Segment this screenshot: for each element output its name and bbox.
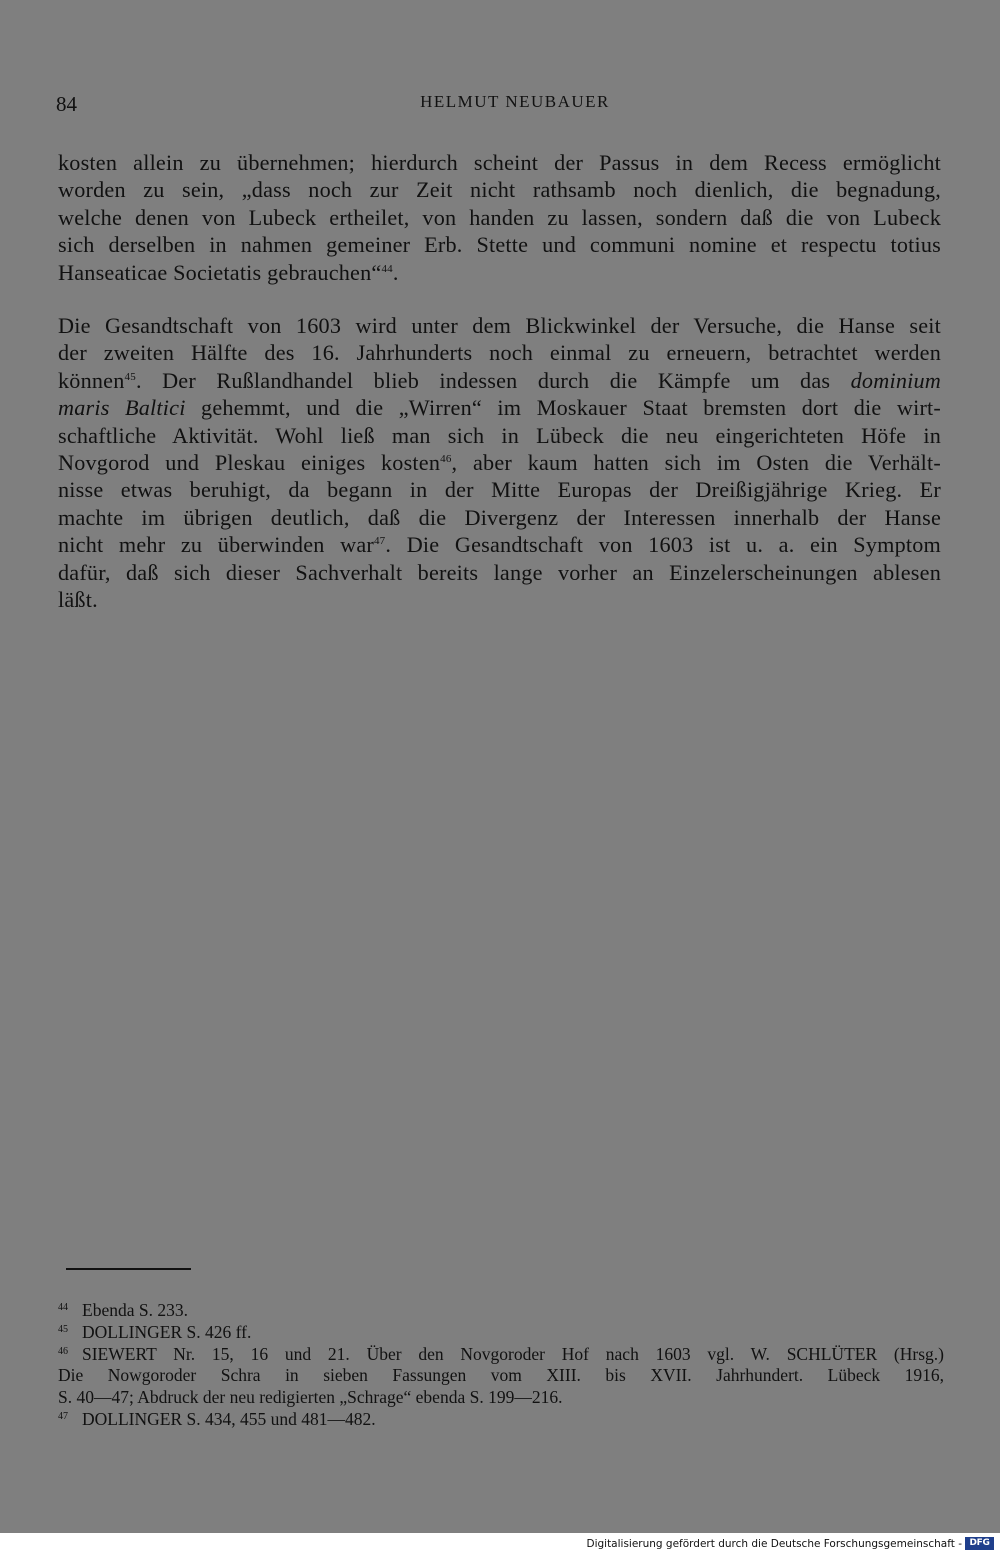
paragraph-1-line: sich derselben in nahmen gemeiner Erb. Stette und communi nomine et respectu totius [58, 232, 941, 258]
paragraph-2-line: Die Gesandtschaft von 1603 wird unter dem Blickwinkel der Versuche, die Hanse seit [58, 313, 941, 338]
footnote-text: Nr. 15, 16 und 21. Über den Novgoroder Hof nach 1603 vgl. W. [156, 1343, 787, 1364]
paragraph-1 [58, 149, 941, 286]
paragraph-1-end: . [392, 259, 399, 285]
paragraph-1-line: kosten allein zu übernehmen; hierdurch scheint der Passus in dem Recess ermöglicht [58, 150, 941, 175]
footnote-text: S. 434, 455 und 481—482. [182, 1408, 376, 1429]
text-segment: nicht mehr zu überwinden war [58, 532, 374, 558]
paragraph-2-line: schaftliche Aktivität. Wohl ließ man sich in Lübeck die neu eingerichteten Höfe in [58, 422, 941, 448]
paragraph-1-last-line [58, 259, 941, 286]
dfg-logo: DFG [965, 1537, 994, 1550]
italic-term: dominium [850, 367, 941, 393]
page-number: 84 [56, 92, 77, 116]
paragraph-2-line [58, 367, 941, 394]
paragraph-2-line [58, 394, 941, 421]
italic-term: maris Baltici [58, 395, 186, 421]
footnote-text: (Hrsg.) [877, 1343, 944, 1364]
footnote-author: DOLLINGER [82, 1408, 183, 1429]
running-head: HELMUT NEUBAUER [420, 92, 610, 111]
text-segment: können [58, 367, 125, 393]
footnote-text: Ebenda S. 233. [82, 1300, 188, 1320]
footnote-author: DOLLINGER [82, 1321, 183, 1342]
footnote-47: 47 DOLLINGER S. 434, 455 und 481—482. [58, 1408, 376, 1429]
footnote-author: SCHLÜTER [786, 1343, 878, 1364]
text-segment: Novgorod und Pleskau einiges kosten [58, 450, 441, 476]
paragraph-2-line: dafür, daß sich dieser Sachverhalt bereits lange vorher an Einzelerscheinungen ablesen [58, 559, 941, 585]
footnote-46: 46 SIEWERT Nr. 15, 16 und 21. Über den Novgoroder Hof nach 1603 vgl. W. SCHLÜTER (Hrsg.) [58, 1343, 944, 1364]
footnote-46-line-2: Die Nowgoroder Schra in sieben Fassungen vom XIII. bis XVII. Jahrhundert. Lübeck 1916, [58, 1365, 944, 1386]
paragraph-2-line: der zweiten Hälfte des 16. Jahrhunderts noch einmal zu erneuern, betrachtet werden [58, 340, 941, 366]
footnote-ref-47: 47 [373, 535, 386, 548]
paragraph-1-line: worden zu sein, „dass noch zur Zeit nicht rathsamb noch dienlich, die begnadung, [58, 177, 941, 203]
paragraph-2-line: machte im übrigen deutlich, daß die Divergenz der Interessen innerhalb der Hanse [58, 504, 941, 530]
paragraph-2-line [58, 449, 941, 476]
footnote-author: SIEWERT [82, 1343, 157, 1364]
text-segment: . Der Rußlandhandel blieb indessen durch die Kämpfe um das [135, 367, 851, 393]
footnote-text: S. 426 ff. [182, 1321, 252, 1342]
footnote-45: 45 DOLLINGER S. 426 ff. [58, 1321, 252, 1342]
footnotes [58, 1300, 944, 1431]
paragraph-2-line: läßt. [58, 587, 98, 613]
text-segment: , aber kaum hatten sich im Osten die Verhält- [451, 450, 941, 476]
footnote-ref-45: 45 [124, 370, 136, 383]
footnote-ref-44: 44 [381, 262, 393, 275]
footnote-ref-46: 46 [440, 453, 452, 466]
text-segment: gehemmt, und die „Wirren“ im Moskauer Staat bremsten dort die wirt- [185, 395, 941, 421]
paragraph-1-line: welche denen von Lubeck ertheilet, von handen zu lassen, sondern daß die von Lubeck [58, 204, 941, 230]
funding-credit: Digitalisierung gefördert durch die Deutsche Forschungsgemeinschaft - [586, 1538, 962, 1550]
paragraph-2-line: nisse etwas beruhigt, da begann in der Mitte Europas der Dreißigjährige Krieg. Er [58, 477, 941, 503]
paragraph-2 [58, 312, 941, 613]
paragraph-2-line [58, 531, 941, 558]
footnote-44: 44 Ebenda S. 233. [58, 1300, 188, 1320]
footnote-46-line-3: S. 40—47; Abdruck der neu redigierten „Schrage“ ebenda S. 199—216. [58, 1387, 563, 1408]
paragraph-1-line-text: Hanseaticae Societatis gebrauchen“ [58, 259, 382, 285]
footnote-divider [66, 1268, 191, 1270]
text-segment: . Die Gesandtschaft von 1603 ist u. a. ein Symptom [385, 532, 942, 558]
